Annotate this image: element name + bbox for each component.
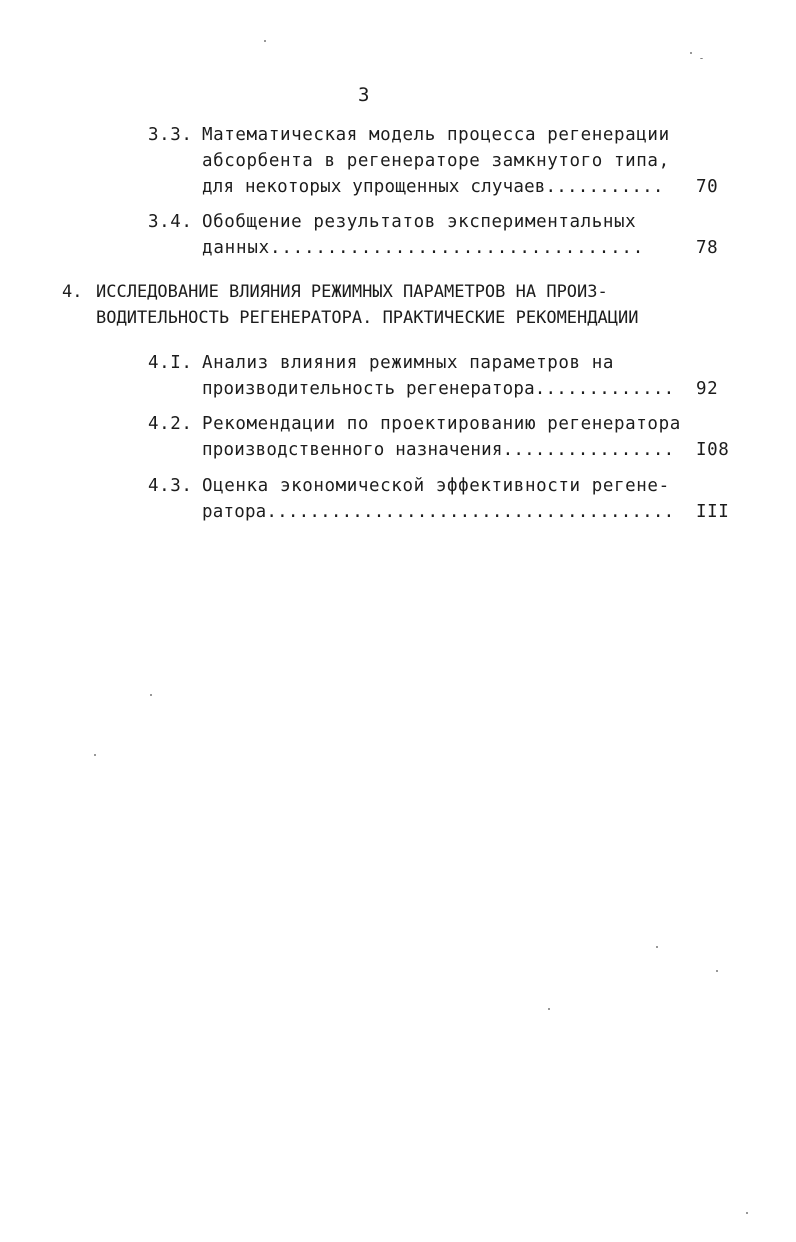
scan-speck: [746, 1212, 748, 1214]
toc-entry-number: 4.2.: [148, 414, 193, 434]
toc-entry-line: Математическая модель процесса регенерации: [202, 125, 670, 145]
scan-speck: [700, 58, 703, 59]
toc-entry-number: 3.4.: [148, 212, 193, 232]
toc-section-number: 4.: [62, 282, 83, 302]
page-number: 3: [358, 84, 371, 106]
scan-speck: [548, 1008, 550, 1010]
toc-entry-line: Рекомендации по проектированию регенератора: [202, 414, 681, 434]
toc-section-line: ВОДИТЕЛЬНОСТЬ РЕГЕНЕРАТОРА. ПРАКТИЧЕСКИЕ РЕКОМЕНДАЦИИ: [96, 308, 639, 328]
scan-speck: [656, 946, 658, 948]
toc-entry-line: Оценка экономической эффективности регене-: [202, 476, 670, 496]
toc-entry-page: 78: [696, 238, 719, 258]
toc-entry-line: абсорбента в регенераторе замкнутого типа,: [202, 151, 670, 171]
toc-entry-page: III: [696, 502, 730, 522]
toc-entry-number: 4.3.: [148, 476, 193, 496]
toc-entry-line: для некоторых упрощенных случаев...........: [202, 177, 664, 197]
toc-entry-line: ратора......................................: [202, 502, 675, 522]
scan-speck: [690, 52, 692, 54]
scan-speck: [264, 40, 266, 42]
scan-speck: [94, 754, 96, 756]
toc-entry-line: Анализ влияния режимных параметров на: [202, 353, 615, 373]
toc-section-line: ИССЛЕДОВАНИЕ ВЛИЯНИЯ РЕЖИМНЫХ ПАРАМЕТРОВ НА ПРОИЗ-: [96, 282, 608, 302]
toc-entry-line: производительность регенератора.............: [202, 379, 675, 399]
toc-entry-line: производственного назначения................: [202, 440, 675, 460]
toc-entry-page: 92: [696, 379, 719, 399]
toc-entry-page: 70: [696, 177, 719, 197]
toc-entry-line: Обобщение результатов экспериментальных: [202, 212, 637, 232]
scan-speck: [716, 970, 718, 972]
toc-entry-line: данных.................................: [202, 238, 645, 258]
toc-entry-page: I08: [696, 440, 730, 460]
toc-entry-number: 3.3.: [148, 125, 193, 145]
scan-speck: [150, 694, 152, 696]
toc-entry-number: 4.I.: [148, 353, 193, 373]
